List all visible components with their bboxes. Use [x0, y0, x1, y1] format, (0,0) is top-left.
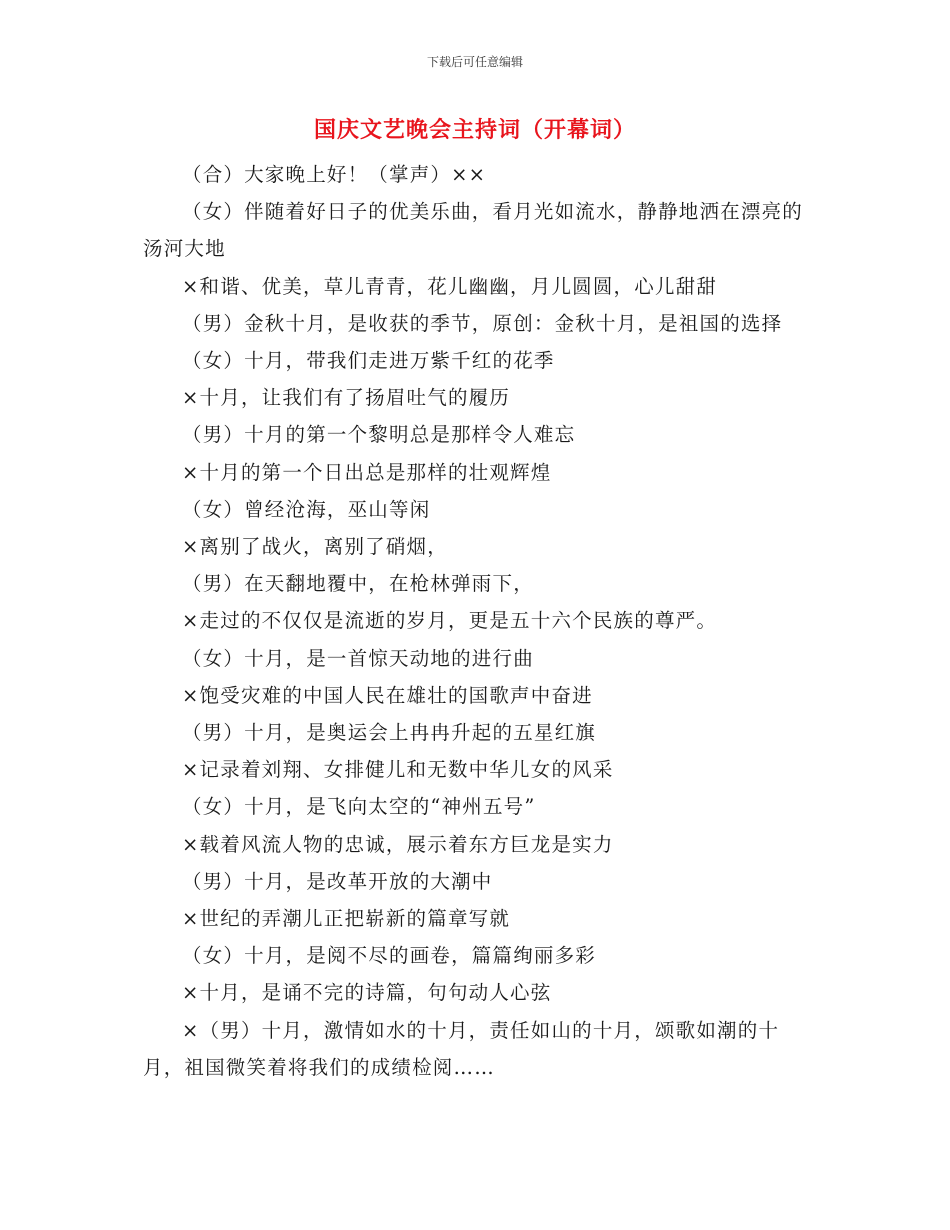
- paragraph: （女）曾经沧海，巫山等闲: [182, 497, 431, 521]
- paragraph: ×世纪的弄潮儿正把崭新的篇章写就: [182, 907, 511, 931]
- paragraph: （女）伴随着好日子的优美乐曲，看月光如流水，静静地洒在漂亮的汤河大地: [143, 200, 804, 261]
- paragraph: ×离别了战火，离别了硝烟，: [182, 535, 448, 559]
- paragraph: （男）十月的第一个黎明总是那样令人难忘: [182, 423, 576, 447]
- paragraph: ×载着风流人物的忠诚，展示着东方巨龙是实力: [182, 832, 614, 856]
- document-title: 国庆文艺晚会主持词（开幕词）: [313, 118, 636, 143]
- paragraph: （男）在天翻地覆中，在枪林弹雨下，: [182, 572, 534, 596]
- paragraph: ×走过的不仅仅是流逝的岁月，更是五十六个民族的尊严。: [182, 609, 718, 633]
- paragraph: ×（男）十月，激情如水的十月，责任如山的十月，颂歌如潮的十月，祖国微笑着将我们的成绩检阅……: [143, 1018, 780, 1079]
- paragraph: ×十月的第一个日出总是那样的壮观辉煌: [182, 460, 552, 484]
- paragraph: （女）十月，是飞向太空的“神州五号”: [182, 795, 536, 819]
- paragraph: （女）十月，是一首惊天动地的进行曲: [182, 646, 534, 670]
- paragraph: ×饱受灾难的中国人民在雄壮的国歌声中奋进: [182, 683, 593, 707]
- document-body: [143, 156, 803, 1086]
- paragraph: ×和谐、优美，草儿青青，花儿幽幽，月儿圆圆，心儿甜甜: [182, 274, 718, 298]
- header-note: 下载后可任意编辑: [426, 55, 523, 69]
- paragraph: （合）大家晚上好！（掌声）××: [182, 163, 487, 186]
- paragraph: ×记录着刘翔、女排健儿和无数中华儿女的风采: [182, 758, 614, 782]
- paragraph: ×十月，是诵不完的诗篇，句句动人心弦: [182, 981, 552, 1005]
- paragraph: （女）十月，是阅不尽的画卷，篇篇绚丽多彩: [182, 944, 597, 968]
- paragraph: （男）十月，是奥运会上冉冉升起的五星红旗: [182, 721, 597, 745]
- paragraph: （女）十月，带我们走进万紫千红的花季: [182, 349, 555, 373]
- paragraph: ×十月，让我们有了扬眉吐气的履历: [182, 386, 511, 410]
- paragraph: （男）金秋十月，是收获的季节，原创：金秋十月，是祖国的选择: [182, 311, 783, 335]
- paragraph: （男）十月，是改革开放的大潮中: [182, 869, 493, 893]
